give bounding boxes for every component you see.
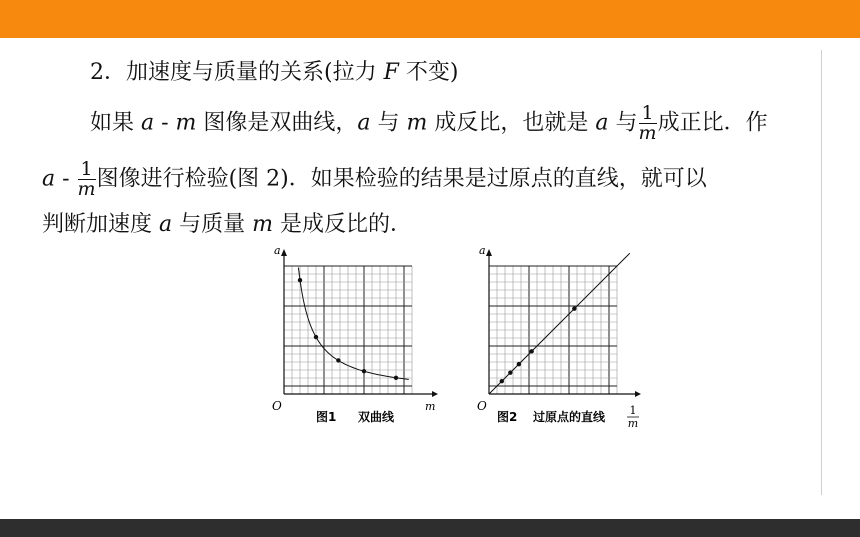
x-axis-arrow-icon bbox=[635, 391, 641, 397]
data-point bbox=[517, 362, 521, 366]
text-run: 是成反比的． bbox=[273, 212, 412, 237]
heading-variable: F bbox=[383, 60, 399, 85]
y-axis-arrow-icon bbox=[281, 249, 287, 256]
heading-number: 2． bbox=[90, 60, 126, 85]
top-banner bbox=[0, 0, 860, 38]
paragraph-line-1 bbox=[90, 104, 768, 143]
fraction-denominator: m bbox=[77, 178, 96, 200]
text-run: 图像是双曲线， bbox=[196, 110, 358, 136]
figure-1-hyperbola-graph bbox=[262, 244, 442, 430]
x-axis-label: m bbox=[425, 400, 436, 413]
text-run: 与 bbox=[370, 110, 407, 136]
var-m: m bbox=[406, 110, 428, 136]
bottom-banner bbox=[0, 519, 860, 537]
var-a: a bbox=[141, 110, 155, 136]
paragraph-line-3 bbox=[42, 210, 412, 240]
figure-number: 图2 bbox=[497, 410, 518, 424]
text-run: 与质量 bbox=[172, 212, 253, 237]
grid bbox=[284, 266, 412, 394]
var-a: a bbox=[159, 212, 173, 237]
data-point bbox=[500, 379, 504, 383]
heading-tail: 不变) bbox=[398, 60, 459, 85]
x-axis-arrow-icon bbox=[432, 391, 438, 397]
figure-caption: 双曲线 bbox=[358, 410, 395, 424]
text-run: 与 bbox=[608, 110, 638, 136]
fraction-one-over-m bbox=[639, 104, 657, 143]
paragraph-line-2 bbox=[42, 160, 707, 199]
fraction-denominator: m bbox=[638, 122, 657, 144]
right-margin-rule bbox=[821, 50, 822, 495]
data-point bbox=[508, 370, 512, 374]
data-point bbox=[298, 278, 302, 282]
var-a: a bbox=[595, 110, 609, 136]
data-point bbox=[394, 376, 398, 380]
figure-number: 图1 bbox=[316, 410, 337, 424]
text-run: 如果 bbox=[90, 110, 141, 136]
data-point bbox=[314, 335, 318, 339]
fraction-numerator: 1 bbox=[639, 104, 657, 124]
figure-caption: 过原点的直线 bbox=[533, 410, 606, 424]
y-axis-label: a bbox=[274, 244, 281, 257]
fraction-one-over-m bbox=[78, 160, 96, 199]
text-run: 图像进行检验(图 2)．如果检验的结果是过原点的直线，就可以 bbox=[96, 166, 707, 192]
var-a: a bbox=[42, 166, 56, 192]
dash: - bbox=[154, 110, 176, 136]
data-point bbox=[529, 349, 533, 353]
text-run: 成反比，也就是 bbox=[427, 110, 596, 136]
figure-2-line-graph bbox=[467, 244, 657, 430]
data-point bbox=[572, 306, 576, 310]
text-run: 判断加速度 bbox=[42, 212, 159, 237]
x-axis-label-denominator: m bbox=[627, 417, 639, 430]
heading-text: 加速度与质量的关系(拉力 bbox=[126, 60, 384, 85]
origin-label: O bbox=[272, 399, 282, 413]
var-m: m bbox=[252, 212, 273, 237]
text-run: 成正比．作 bbox=[657, 110, 768, 136]
data-point bbox=[362, 369, 366, 373]
section-heading bbox=[90, 58, 458, 88]
hyperbola-curve bbox=[298, 268, 408, 380]
dash: - bbox=[55, 166, 77, 192]
fraction-numerator: 1 bbox=[78, 160, 96, 180]
y-axis-arrow-icon bbox=[486, 249, 492, 256]
var-a: a bbox=[357, 110, 371, 136]
data-point bbox=[336, 358, 340, 362]
x-axis-label-numerator: 1 bbox=[629, 404, 637, 417]
origin-label: O bbox=[477, 399, 487, 413]
var-m: m bbox=[175, 110, 197, 136]
y-axis-label: a bbox=[479, 244, 486, 257]
